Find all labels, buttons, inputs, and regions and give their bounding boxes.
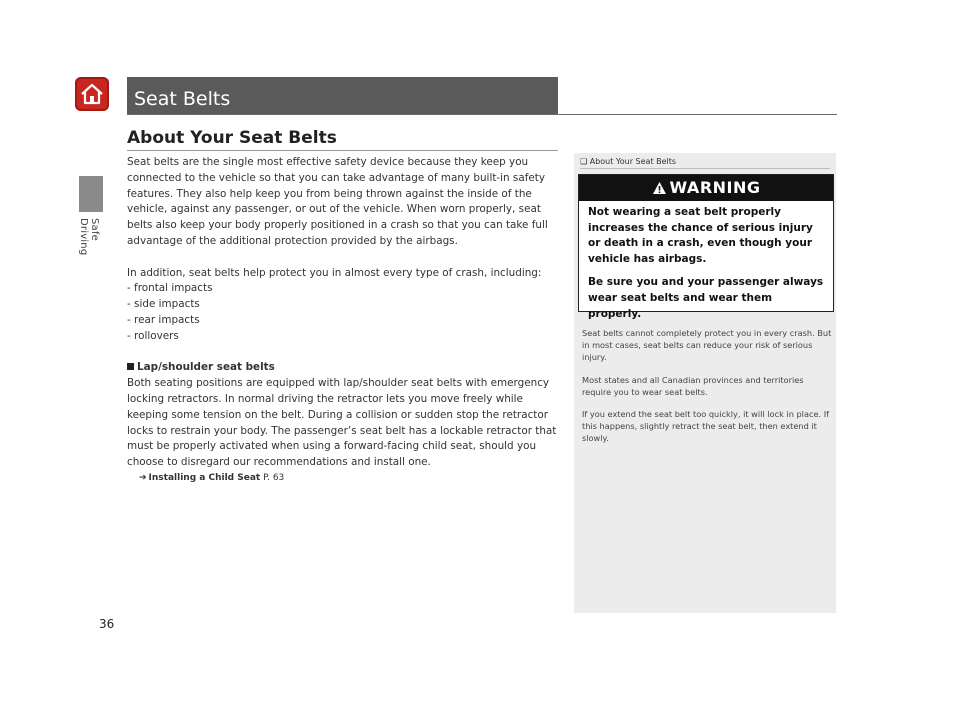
- note-paragraph: Most states and all Canadian provinces and territories require you to wear seat belts.: [582, 374, 804, 397]
- note-paragraph: If you extend the seat belt too quickly, it will lock in place. If this happens, slightly retract the seat belt, then extend it slowly.: [582, 409, 830, 444]
- note-paragraph: Seat belts cannot completely protect you in every crash. But in most cases, seat belts can reduce your risk of serious injury.: [582, 328, 832, 363]
- warning-title: WARNING: [669, 178, 761, 197]
- section-divider: [127, 150, 558, 151]
- title-divider: [127, 114, 837, 115]
- xref-label: Installing a Child Seat: [148, 472, 261, 483]
- home-button[interactable]: [75, 77, 109, 111]
- subsection-heading-text: Lap/shoulder seat belts: [137, 361, 275, 374]
- warning-triangle-icon: [652, 181, 667, 195]
- sidebar-notes: [582, 327, 832, 455]
- warning-body: [588, 205, 826, 330]
- sidebar-panel: [574, 153, 836, 613]
- lap-shoulder-paragraph: Both seating positions are equipped with lap/shoulder seat belts with emergency locking retractors. In normal driving the retractor lets you move freely while keeping some tension on the belt. During a collision or sudden stop the retractor locks to restrain your body. The passenger’s seat belt has a lockable retractor that must be properly activated when using a forward-facing child seat, should you choose to disregard our recommendations and install one.: [127, 377, 557, 469]
- section-label: Safe Driving: [78, 218, 100, 256]
- warning-text-2: Be sure you and your passenger always wear seat belts and wear them properly.: [588, 276, 824, 320]
- crash-type-item: - rear impacts: [127, 313, 200, 326]
- home-icon: [79, 81, 105, 107]
- page-title: Seat Belts: [134, 88, 231, 110]
- section-heading: About Your Seat Belts: [127, 128, 337, 148]
- reference-arrow-icon: ➔: [139, 472, 147, 483]
- cross-reference-link[interactable]: [139, 471, 561, 486]
- crash-intro: In addition, seat belts help protect you in almost every type of crash, including:: [127, 266, 542, 279]
- subsection-heading: [127, 360, 561, 376]
- sidebar-divider: [580, 168, 830, 169]
- warning-header: [579, 175, 833, 201]
- reference-marker-icon: ❏: [580, 157, 588, 166]
- crash-type-item: - rollovers: [127, 329, 179, 342]
- xref-page: P. 63: [263, 472, 285, 483]
- sidebar-heading: [580, 157, 830, 166]
- crash-type-item: - frontal impacts: [127, 282, 213, 295]
- crash-type-item: - side impacts: [127, 298, 200, 311]
- section-tab-marker[interactable]: [79, 176, 103, 212]
- warning-text-1: Not wearing a seat belt properly increases the chance of serious injury or death in a crash, even though your vehicle has airbags.: [588, 206, 813, 265]
- sidebar-heading-text: About Your Seat Belts: [589, 157, 677, 166]
- page-number: 36: [99, 617, 115, 631]
- main-content: [127, 155, 561, 486]
- intro-paragraph: Seat belts are the single most effective safety device because they keep you connected to the vehicle so that you can take advantage of many built-in safety features. They also help keep you from being thrown against the inside of the vehicle, against any passenger, or out of the vehicle. When worn properly, seat belts also keep your body properly positioned in a crash so that you can take full advantage of the additional protection provided by the airbags.: [127, 156, 548, 247]
- warning-box: [578, 174, 834, 320]
- square-bullet-icon: [127, 363, 134, 370]
